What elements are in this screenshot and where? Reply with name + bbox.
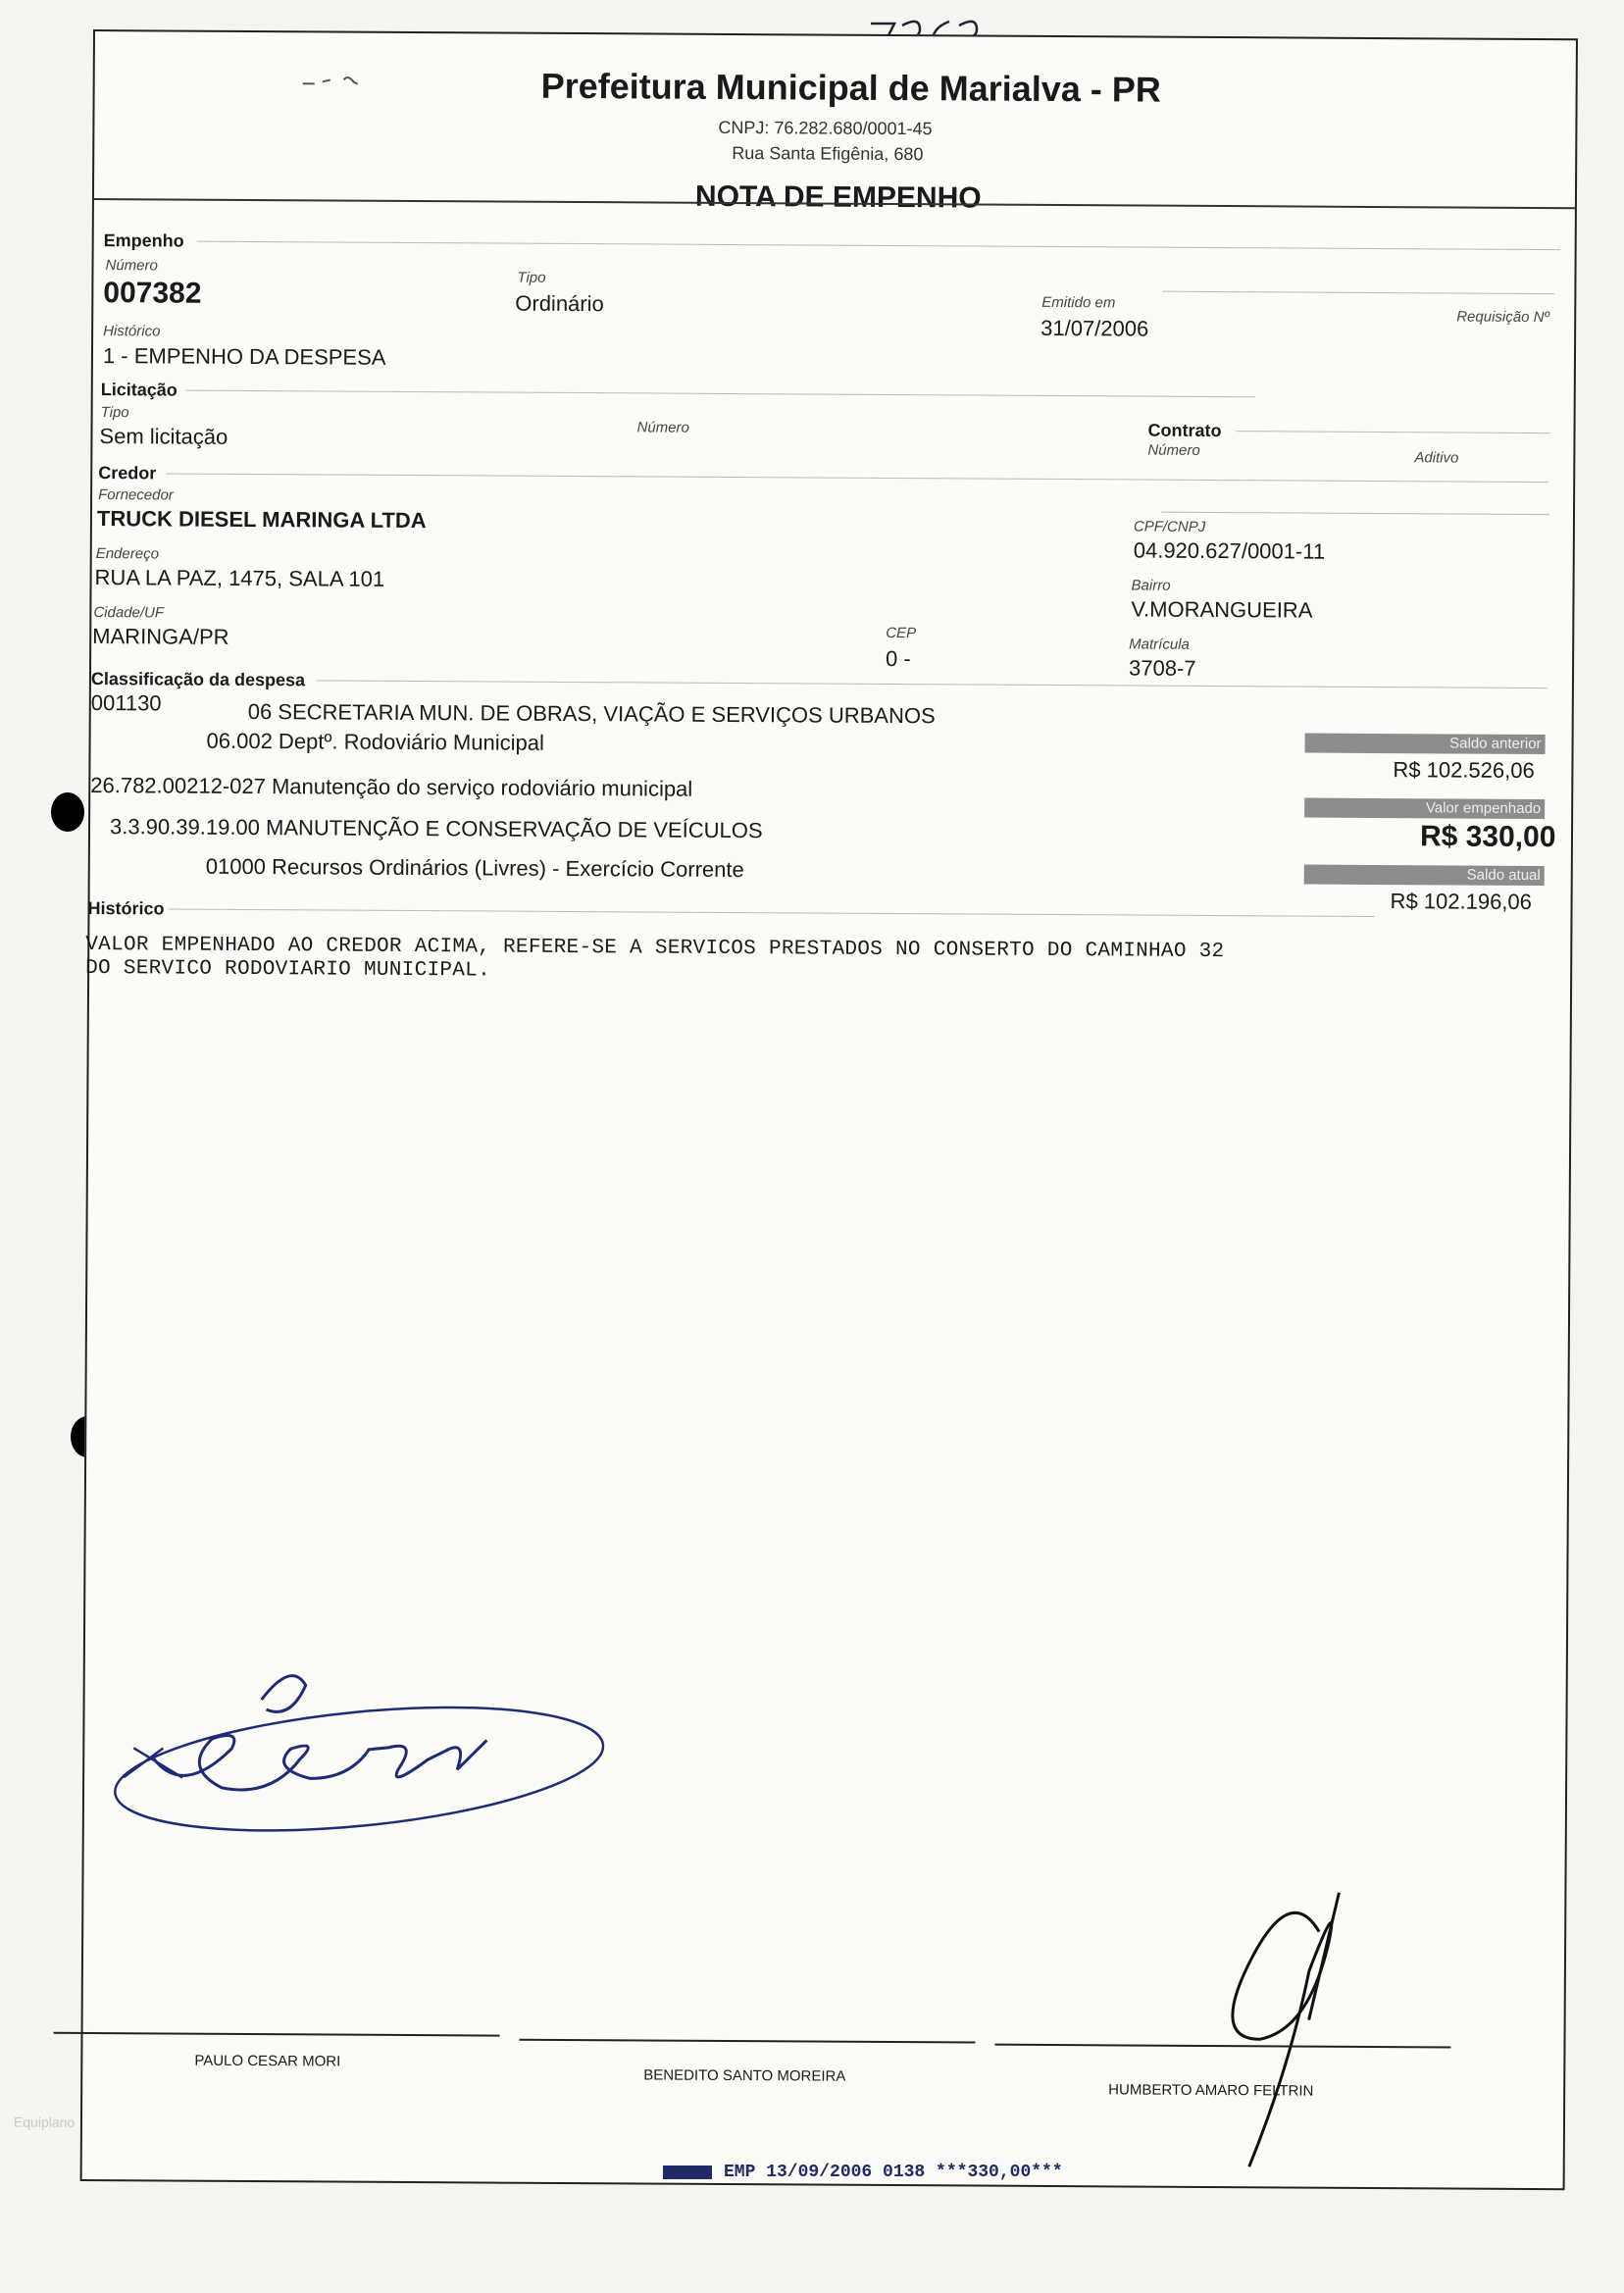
- signature-name-1: PAULO CESAR MORI: [194, 2052, 341, 2070]
- empenho-historico-label: Histórico: [103, 323, 161, 340]
- software-watermark: Equiplano: [13, 2114, 76, 2130]
- bairro-label: Bairro: [1131, 577, 1171, 594]
- saldo-anterior-value: R$ 102.526,06: [1393, 757, 1535, 783]
- endereco-value: RUA LA PAZ, 1475, SALA 101: [94, 565, 385, 591]
- cidade-value: MARINGA/PR: [92, 624, 229, 649]
- stamp-text: EMP 13/09/2006 0138 ***330,00***: [724, 2163, 1063, 2182]
- valor-empenhado-value: R$ 330,00: [1419, 820, 1556, 854]
- emitido-label: Emitido em: [1041, 293, 1116, 312]
- address-text: Rua Santa Efigênia, 680: [732, 142, 924, 165]
- credor-rule-2: [1161, 512, 1549, 515]
- saldo-anterior-label: Saldo anterior: [1449, 735, 1542, 753]
- fornecedor-name: TRUCK DIESEL MARINGA LTDA: [96, 506, 427, 534]
- signature-line-2: [519, 2039, 975, 2044]
- licitacao-tipo-label: Tipo: [100, 404, 129, 422]
- cnpj-text: CNPJ: 76.282.680/0001-45: [718, 117, 933, 139]
- classificacao-rule: [317, 680, 1548, 688]
- fornecedor-label: Fornecedor: [98, 486, 174, 504]
- signature-name-3: HUMBERTO AMARO FELTRIN: [1108, 2081, 1314, 2100]
- footer-stamp: [663, 2163, 1063, 2182]
- empenho-historico: 1 - EMPENHO DA DESPESA: [102, 343, 386, 370]
- class-line5: 01000 Recursos Ordinários (Livres) - Exercício Corrente: [205, 853, 744, 883]
- municipality-title: Prefeitura Municipal de Marialva - PR: [540, 65, 1161, 110]
- signature-scribble-right: [1190, 1872, 1368, 2207]
- signature-name-2: BENEDITO SANTO MOREIRA: [643, 2066, 846, 2085]
- bairro-value: V.MORANGUEIRA: [1131, 596, 1313, 623]
- empenho-numero: 007382: [103, 277, 202, 310]
- matricula-value: 3708-7: [1128, 655, 1196, 681]
- cpf-value: 04.920.627/0001-11: [1133, 537, 1326, 564]
- cidade-label: Cidade/UF: [93, 604, 165, 622]
- licitacao-rule: [186, 390, 1255, 398]
- empenho-tipo-label: Tipo: [517, 269, 546, 286]
- class-line4: 3.3.90.39.19.00 MANUTENÇÃO E CONSERVAÇÃO DE VEÍCULOS: [109, 814, 763, 843]
- empenho-rule-2: [1162, 291, 1554, 294]
- historico-line2: DO SERVICO RODOVIARIO MUNICIPAL.: [85, 956, 491, 983]
- municipal-logo-icon: [301, 72, 380, 91]
- requisicao-label: Requisição Nº: [1456, 308, 1549, 327]
- signature-scribble-left: [94, 1640, 605, 1859]
- licitacao-numero-label: Número: [636, 419, 689, 436]
- class-line1-text: 06 SECRETARIA MUN. DE OBRAS, VIAÇÃO E SERVIÇOS URBANOS: [247, 698, 936, 729]
- class-line3: 26.782.00212-027 Manutenção do serviço rodoviário municipal: [90, 772, 693, 801]
- contrato-section-label: Contrato: [1147, 420, 1222, 441]
- historico-rule: [169, 908, 1375, 917]
- licitacao-section-label: Licitação: [100, 380, 178, 400]
- contrato-numero-label: Número: [1147, 441, 1200, 459]
- class-line1-code: 001130: [90, 689, 162, 716]
- valor-empenhado-header: [1304, 798, 1545, 819]
- class-line2: 06.002 Deptº. Rodoviário Municipal: [206, 728, 544, 755]
- empenho-tipo: Ordinário: [515, 290, 604, 317]
- credor-section-label: Credor: [98, 463, 157, 484]
- licitacao-tipo: Sem licitação: [99, 424, 228, 449]
- endereco-label: Endereço: [95, 545, 160, 563]
- classificacao-section-label: Classificação da despesa: [90, 669, 306, 690]
- saldo-atual-label: Saldo atual: [1466, 866, 1541, 885]
- signature-line-1: [54, 2032, 500, 2037]
- empenho-numero-label: Número: [105, 257, 158, 275]
- cep-value: 0 -: [886, 645, 911, 672]
- saldo-anterior-header: [1305, 734, 1546, 754]
- credor-rule: [166, 473, 1548, 483]
- saldo-atual-header: [1304, 865, 1545, 886]
- cep-label: CEP: [886, 624, 917, 642]
- empenho-section-label: Empenho: [103, 230, 184, 251]
- historico-line1: VALOR EMPENHADO AO CREDOR ACIMA, REFERE-SE A SERVICOS PRESTADOS NO CONSERTO DO CAMINHAO 32: [85, 933, 1225, 964]
- contrato-aditivo-label: Aditivo: [1414, 449, 1459, 467]
- cpf-label: CPF/CNPJ: [1133, 518, 1206, 535]
- matricula-label: Matrícula: [1129, 636, 1190, 653]
- stamp-mark-icon: [663, 2166, 712, 2179]
- document-title: NOTA DE EMPENHO: [694, 179, 982, 215]
- historico-section-label: Histórico: [87, 897, 165, 919]
- valor-empenhado-label: Valor empenhado: [1425, 799, 1542, 818]
- empenho-rule: [197, 241, 1560, 250]
- punch-hole-top: [51, 792, 84, 832]
- contrato-rule: [1237, 431, 1550, 433]
- emitido-date: 31/07/2006: [1040, 315, 1149, 341]
- saldo-atual-value: R$ 102.196,06: [1390, 889, 1533, 914]
- document-frame: [13, 29, 1578, 2190]
